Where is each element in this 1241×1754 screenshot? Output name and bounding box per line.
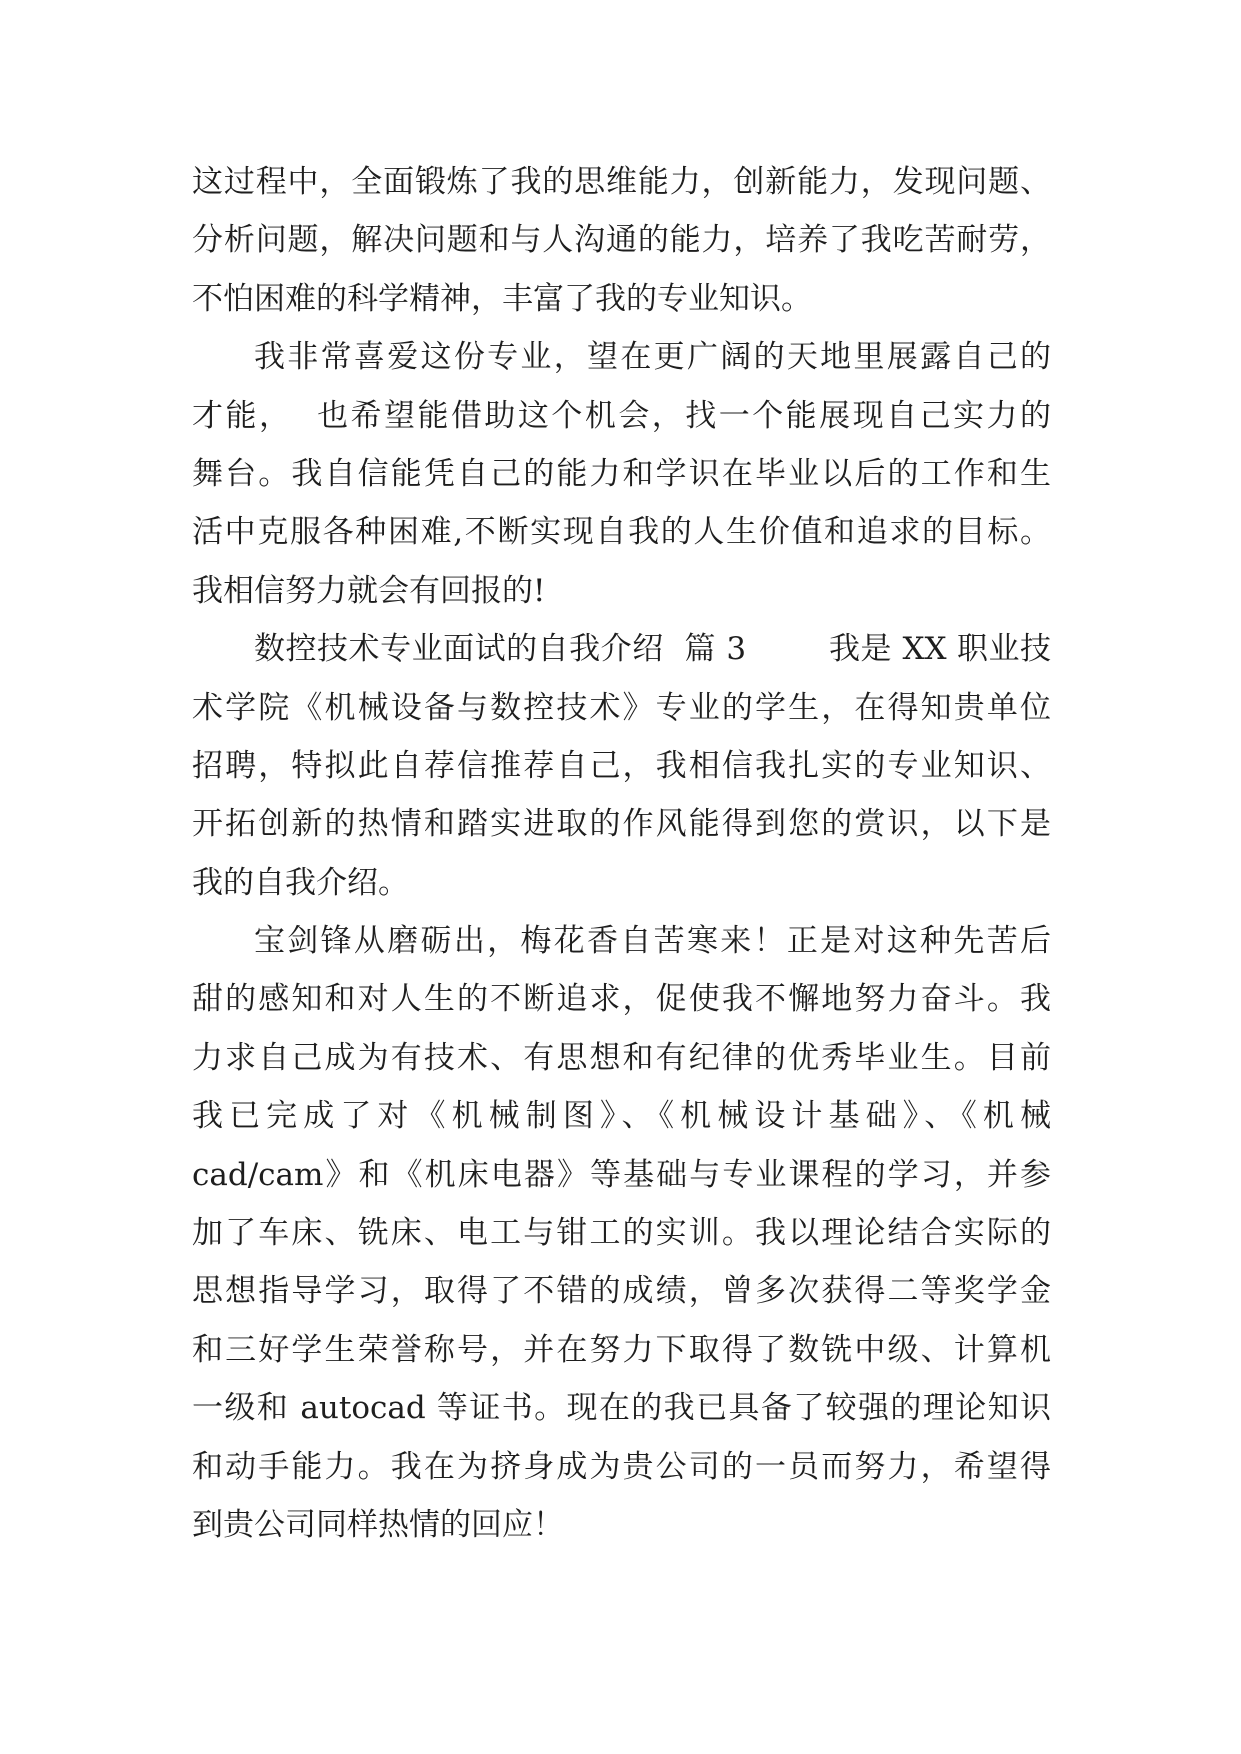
paragraph [192,912,1051,1554]
text-line: 我已完成了对《机械制图》、《机械设计基础》、《机械 [192,1098,1051,1135]
text-line: 宝剑锋从磨砺出，梅花香自苦寒来！正是对这种先苦后 [254,923,1051,960]
text-line: 招聘，特拟此自荐信推荐自己，我相信我扎实的专业知识、 [192,747,1051,784]
text-line: 术学院《机械设备与数控技术》专业的学生，在得知贵单位 [192,689,1051,726]
text-line: 我非常喜爱这份专业，望在更广阔的天地里展露自己的 [254,339,1051,376]
text-line: 不怕困难的科学精神，丰富了我的专业知识。 [192,280,812,317]
text-line: 甜的感知和对人生的不断追求，促使我不懈地努力奋斗。我 [192,981,1051,1018]
text-line: 活中克服各种困难,不断实现自我的人生价值和追求的目标。 [192,514,1051,551]
text-line: 和三好学生荣誉称号，并在努力下取得了数铣中级、计算机 [192,1331,1051,1368]
text-line: 力求自己成为有技术、有思想和有纪律的优秀毕业生。目前 [192,1039,1051,1076]
text-line: 我的自我介绍。 [192,864,409,901]
paragraph [192,620,1051,912]
text-line: 加了车床、铣床、电工与钳工的实训。我以理论结合实际的 [192,1215,1051,1252]
text-line: 这过程中，全面锻炼了我的思维能力，创新能力，发现问题、 [192,164,1051,200]
text-line: 舞台。我自信能凭自己的能力和学识在毕业以后的工作和生 [192,455,1051,492]
text-line: 才能， 也希望能借助这个机会，找一个能展现自己实力的 [192,397,1051,434]
paragraph [192,153,1051,328]
text-line: 开拓创新的热情和踏实进取的作风能得到您的赏识，以下是 [192,806,1051,843]
text-line: 分析问题，解决问题和与人沟通的能力，培养了我吃苦耐劳， [192,222,1051,259]
text-line: 一级和 autocad 等证书。现在的我已具备了较强的理论知识 [192,1390,1051,1427]
text-line: 数控技术专业面试的自我介绍 篇 3 我是 XX 职业技 [254,631,1051,668]
text-line: 思想指导学习，取得了不错的成绩，曾多次获得二等奖学金 [192,1273,1051,1310]
text-line: 和动手能力。我在为挤身成为贵公司的一员而努力，希望得 [192,1448,1051,1485]
text-line: cad/cam》和《机床电器》等基础与专业课程的学习，并参 [192,1156,1051,1193]
text-line: 到贵公司同样热情的回应！ [192,1506,564,1543]
document-body [192,153,1051,1554]
text-line: 我相信努力就会有回报的! [192,572,546,609]
paragraph [192,328,1051,620]
